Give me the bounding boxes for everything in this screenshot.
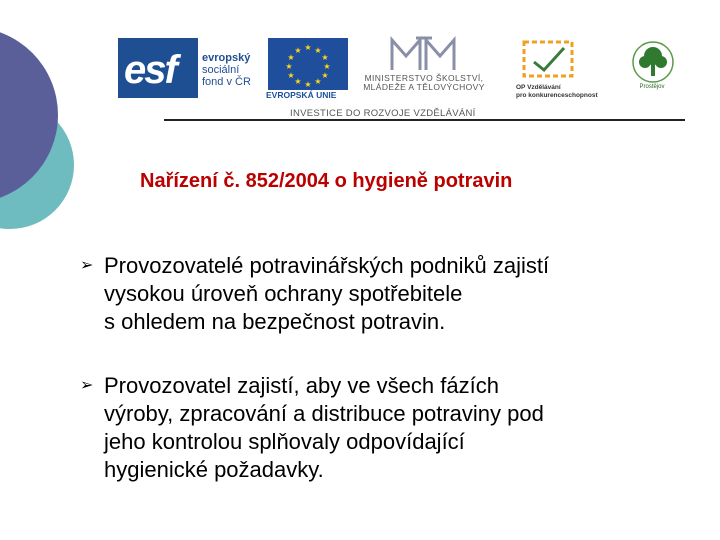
msmt-logo-label xyxy=(354,74,494,92)
svg-text:★: ★ xyxy=(304,80,312,89)
svg-text:★: ★ xyxy=(285,62,293,71)
op-line-2: pro konkurenceschopnost xyxy=(516,92,598,99)
esf-logo-mark: esf xyxy=(124,48,176,92)
esf-line-3: fond v ČR xyxy=(202,76,251,88)
svg-text:★: ★ xyxy=(321,71,329,80)
msmt-line-2: MLÁDEŽE A TĚLOVÝCHOVY xyxy=(363,82,485,92)
bullet-list xyxy=(80,252,700,484)
eu-flag-icon xyxy=(268,38,348,90)
op-logo-label xyxy=(516,84,600,100)
esf-line-1: evropský xyxy=(202,52,251,64)
svg-text:★: ★ xyxy=(321,53,329,62)
svg-text:★: ★ xyxy=(294,77,302,86)
arrow-bullet-icon: ➢ xyxy=(80,377,94,394)
list-item xyxy=(80,252,700,336)
bullet-text: Provozovatel zajistí, aby ve všech fázích výroby, zpracování a distribuce potraviny pod jeho kontrolou splňovaly odpovídající hygienické požadavky. xyxy=(104,373,544,482)
investice-banner: INVESTICE DO ROZVOJE VZDĚLÁVÁNÍ xyxy=(290,108,476,119)
op-logo-icon xyxy=(520,38,576,80)
svg-text:★: ★ xyxy=(287,71,295,80)
svg-text:★: ★ xyxy=(304,43,312,52)
svg-text:★: ★ xyxy=(314,77,322,86)
msmt-line-1: MINISTERSTVO ŠKOLSTVÍ, xyxy=(364,73,484,83)
msmt-logo-icon xyxy=(388,36,458,72)
svg-text:★: ★ xyxy=(323,62,331,71)
slide-title: Nařízení č. 852/2004 o hygieně potravin xyxy=(140,170,513,192)
bullet-text: Provozovatelé potravinářských podniků zajistí vysokou úroveň ochrany spotřebitele s ohledem na bezpečnost potravin. xyxy=(104,253,550,334)
arrow-bullet-icon: ➢ xyxy=(80,257,94,274)
esf-logo-text xyxy=(202,52,264,88)
op-line-1: OP Vzdělávání xyxy=(516,84,561,91)
school-logo-label: Prostějov xyxy=(639,84,665,90)
svg-text:★: ★ xyxy=(314,46,322,55)
svg-text:★: ★ xyxy=(287,53,295,62)
esf-line-2: sociální xyxy=(202,64,240,76)
eu-logo-label: EVROPSKÁ UNIE xyxy=(266,90,337,100)
header-divider xyxy=(164,119,685,121)
svg-text:★: ★ xyxy=(294,46,302,55)
esf-logo xyxy=(118,38,198,98)
list-item xyxy=(80,372,700,484)
